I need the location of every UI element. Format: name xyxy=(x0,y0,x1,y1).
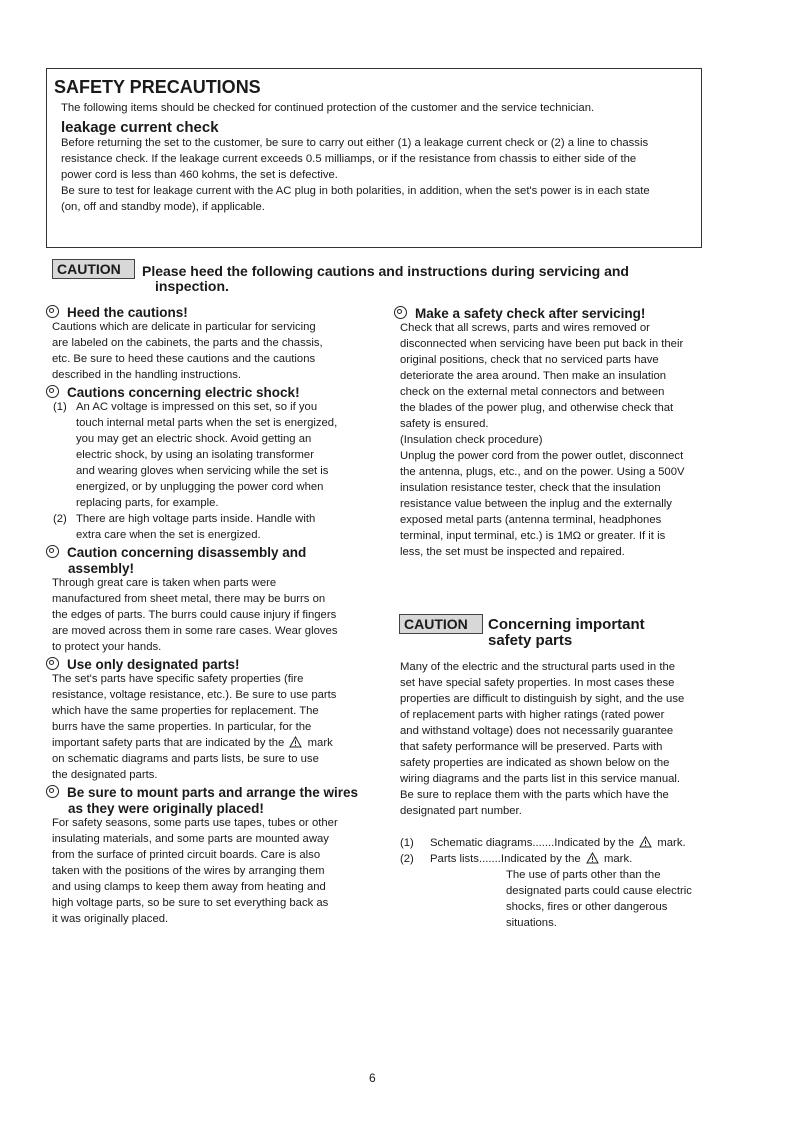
caution-title-line2: inspection. xyxy=(155,278,229,294)
caution-title-line1: Please heed the following cautions and instructions during servicing and xyxy=(142,263,629,279)
caution2-title-line1: Concerning important xyxy=(488,616,645,633)
double-circle-icon xyxy=(46,657,59,670)
designated-parts-text: The set's parts have specific safety properties (fire resistance, voltage resistance, etc.). Be sure to use parts which have the same properties for replacement. The burrs have the same properties. In particular, for the important safety parts that are indicated by the mark on schematic diagrams and parts lists, be sure to use the designated parts. xyxy=(52,673,337,781)
safety-parts-text: Many of the electric and the structural parts used in the set have special safety properties. In most cases these properties are difficult to distinguish by sight, and the use of replacement parts with higher ratings (rated power and withstand voltage) does not necessarily guarantee that safety performance will be preserved. Parts with safety properties are indicated as shown below on the wiring diagrams and the parts list in this service manual. Be sure to replace them with the parts which have the designated part number. xyxy=(400,661,685,817)
double-circle-icon xyxy=(46,305,59,318)
electric-shock-item-2: (2) There are high voltage parts inside. Handle with extra care when the set is energized. xyxy=(53,513,316,541)
double-circle-icon xyxy=(46,545,59,558)
page-number: 6 xyxy=(369,1071,376,1085)
item-number: (2) xyxy=(53,513,67,525)
item-number: (1) xyxy=(400,837,414,849)
mount-parts-text: For safety seasons, some parts use tapes, tubes or other insulating materials, and some parts are mounted away from the surface of printed circuit boards. Care is also taken with the positions of the wires by arranging them and using clamps to keep them away from heating and high voltage parts, so be sure to set everything back as it was originally placed. xyxy=(52,817,338,925)
warning-triangle-icon xyxy=(586,852,599,864)
disassembly-title-line1: Caution concerning disassembly and xyxy=(67,545,307,560)
item-number: (1) xyxy=(53,401,67,413)
safety-parts-item-2: (2) Parts lists.......Indicated by the mark. xyxy=(400,853,633,865)
warning-triangle-icon xyxy=(289,736,302,748)
heed-cautions-text: Cautions which are delicate in particular for servicing are labeled on the cabinets, the parts and the chassis, etc. Be sure to heed these cautions and the cautions described in the handling instructions. xyxy=(52,321,323,381)
electric-shock-item-1: (1) An AC voltage is impressed on this set, so if you touch internal metal parts when the set is energized, you may get an electric shock. Avoid getting an electric shock, by using an isolating transformer and wearing gloves when servicing while the set is energized, or by unplugging the power cord when replacing parts, for example. xyxy=(53,401,338,509)
caution2-title-line2: safety parts xyxy=(488,632,573,649)
caution-badge-2: CAUTION xyxy=(399,614,483,634)
electric-shock-title: Cautions concerning electric shock! xyxy=(67,385,300,400)
disassembly-title-line2: assembly! xyxy=(68,561,135,576)
disassembly-text: Through great care is taken when parts were manufactured from sheet metal, there may be burrs on the edges of parts. The burrs could cause injury if fingers are moved across them in some rare cases. Wear gloves to protect your hands. xyxy=(52,577,338,653)
page-title: SAFETY PRECAUTIONS xyxy=(54,77,261,97)
warning-triangle-icon xyxy=(639,836,652,848)
mount-parts-title-line2: as they were originally placed! xyxy=(68,801,264,816)
double-circle-icon xyxy=(46,785,59,798)
leakage-text: Before returning the set to the customer, be sure to carry out either (1) a leakage current check or (2) a line to chassis resistance check. If the leakage current exceeds 0.5 milliamps, or if the resistance from chassis to either side of the power cord is less than 460 kohms, the set is defective. Be sure to test for leakage current with the AC plug in both polarities, in addition, when the set's power is in each state (on, off and standby mode), if applicable. xyxy=(61,137,650,213)
intro-text: The following items should be checked for continued protection of the customer and the service technician. xyxy=(61,102,595,114)
mount-parts-heading xyxy=(46,784,358,801)
designated-parts-title: Use only designated parts! xyxy=(67,657,240,672)
caution-badge: CAUTION xyxy=(52,259,135,279)
item-number: (2) xyxy=(400,853,414,865)
disassembly-heading xyxy=(46,544,306,561)
mount-parts-title-line1: Be sure to mount parts and arrange the wires xyxy=(67,785,359,800)
safety-check-title: Make a safety check after servicing! xyxy=(415,306,646,321)
double-circle-icon xyxy=(394,306,407,319)
safety-check-text: Check that all screws, parts and wires removed or disconnected when servicing have been put back in their original positions, check that no serviced parts have deteriorate the area around. Then make an insulation check on the external metal connectors and between the blades of the power plug, and otherwise check that safety is ensured. (Insulation check procedure) Unplug the power cord from the power outlet, disconnect the antenna, plugs, etc., and on the power. Using a 500V insulation resistance tester, check that the insulation resistance value between the inplug and the externally exposed metal parts (antenna terminal, headphones terminal, input terminal, etc.) is 1MΩ or greater. If it is less, the set must be inspected and repaired. xyxy=(400,322,685,558)
safety-parts-note: The use of parts other than the designated parts could cause electric shocks, fires or other dangerous situations. xyxy=(506,869,692,929)
heed-cautions-title: Heed the cautions! xyxy=(67,305,188,320)
safety-parts-item-1: (1) Schematic diagrams.......Indicated by the mark. xyxy=(400,837,686,849)
double-circle-icon xyxy=(46,385,59,398)
leakage-heading: leakage current check xyxy=(61,119,219,136)
